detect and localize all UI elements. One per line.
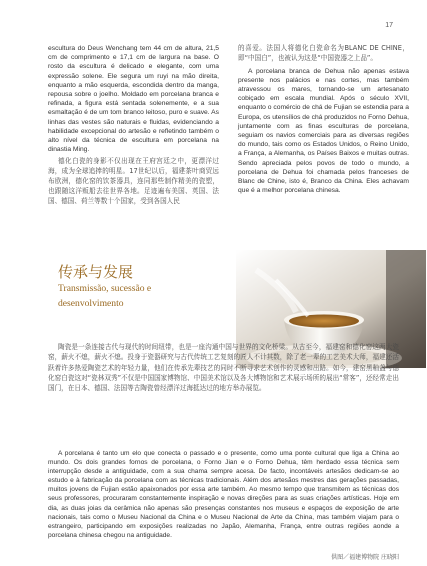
- left-portuguese-paragraph: escultura do Deus Wenchang tem 44 cm de altura, 21,5 cm de comprimento e 17,1 cm de largura na base. O rosto da escultura é delicado e elegante, com uma expressão solene. Ele segura um ruyi na mão direita, enquanto a mão esquerda, escondida dentro da manga, repousa sobre o joelho. Moldado em porcelana branca e refinada, a figura está sentada solenemente, e a sua esmaltação é de um tom branco leitoso, puro e suave. As linhas das vestes são naturais e fluidas, evidenciando a habilidade excepcional do artesão e refletindo também o alto nível da técnica de escultura em porcelana na dinastia Ming.: [48, 45, 219, 154]
- right-chinese-paragraph: 的喜爱。法国人将德化白瓷命名为BLANC DE CHINE，即“中国白”，也被认为这是“中国瓷器之上品”。: [238, 44, 409, 62]
- bottom-chinese-block: [48, 342, 399, 393]
- right-portuguese-paragraph: A porcelana branca de Dehua não apenas estava presente nos palácios e nas cortes, mas também atravessou os mares, tornando-se um artesanato cobiçado em escala mundial. Após o século XVII, enquanto o comércio de chá de Fujian se estendia para a Europa, os utensílios de chá produzidos no Forno Dehua, juntamente com as finas esculturas de porcelana, seguiam os navios comerciais para as diversas regiões do mundo, tais como os Estados Unidos, o Reino Unido, a França, a Alemanha, os Países Baixos e muitas outras. Sendo apreciada pelos povos de todo o mundo, a porcelana de Dehua foi chamada pelos franceses de Blanc de Chine, isto é, Branco da China. Eles achavam que é a melhor porcelana chinesa.: [238, 67, 410, 195]
- bottom-portuguese-block: [48, 449, 399, 540]
- right-column: [238, 44, 409, 198]
- photo-credit: 供图／福建博物院 庄晓阳: [331, 554, 399, 561]
- section-heading: [58, 263, 233, 311]
- left-column: [48, 44, 219, 209]
- section-title-portuguese-line2: desenvolvimento: [58, 298, 124, 309]
- bottom-chinese-paragraph: 陶瓷是一条连接古代与现代的时间纽带，也是一座沟通中国与世界的文化桥梁。从古至今，福建窑和德化窑这两大瓷窑，薪火不熄，薪火不熄。投身于瓷器研究与古代传统工艺复刻的匠人不计其数，除了老一辈的工艺美术大师，福建还活跃着许多热爱陶瓷艺术的年轻力量，他们在传承先辈技艺的同时不断寻求艺术创作的灵感和出路。如今，建窑黑釉盏与德化窑白瓷这对“瓷林双秀”不仅是中国国家博物馆、中国美术馆以及各大博物馆和艺术展示场所的展出“常客”，还经常走出国门，在日本、德国、法国等古陶瓷曾经漂洋过海抵达过的地方举办展览。: [48, 343, 399, 393]
- left-chinese-paragraph: 德化白瓷的身影不仅出现在王府宫廷之中，更漂洋过海，成为全球追捧的明星。17世纪以后，福建茶叶商贸远布欧洲，德化窑的饮茶器具，连同那些制作精美的瓷塑，也跟随这洋贩船去往世界各地。足迹遍布美国、英国、法国、德国、荷兰等数十个国家，受到各国人民: [48, 157, 219, 205]
- section-title-chinese: 传承与发展: [58, 263, 134, 281]
- bottom-portuguese-paragraph: A porcelana é tanto um elo que conecta o passado e o presente, como uma ponte cultural que liga a China ao mundo. Os dois grandes fornos de porcelana, o Forno Jian e o Forno Dehua, têm herdado essa técnica sem interrupção desde a antiguidade, com a sua chama sempre acesa. De facto, incontáveis artesãos dedicam-se ao estudo e à fabricação da porcelana com as técnicas tradicionais. Além dos artesãos mestres das gerações passadas, muitos jovens de Fujian estão apaixonados por essa arte também. Ao mesmo tempo que transmitem as técnicas dos seus professores, procuraram constantemente inspiração e novas direções para as suas criações artísticas. Hoje em dia, as duas joias da cerâmica não apenas são presenças constantes nos museus e espaços de exposição de arte nacionais, tais como o Museu Nacional da China e o Museu Nacional de Arte da China, mas também viajam para o estrangeiro, participando em exposições realizadas no Japão, Alemanha, França, entre outras regiões aonde a porcelana chinesa chegou na antiguidade.: [48, 450, 399, 539]
- page-number: 17: [385, 22, 393, 29]
- section-title-portuguese-line1: Transmissão, sucessão e: [58, 283, 152, 294]
